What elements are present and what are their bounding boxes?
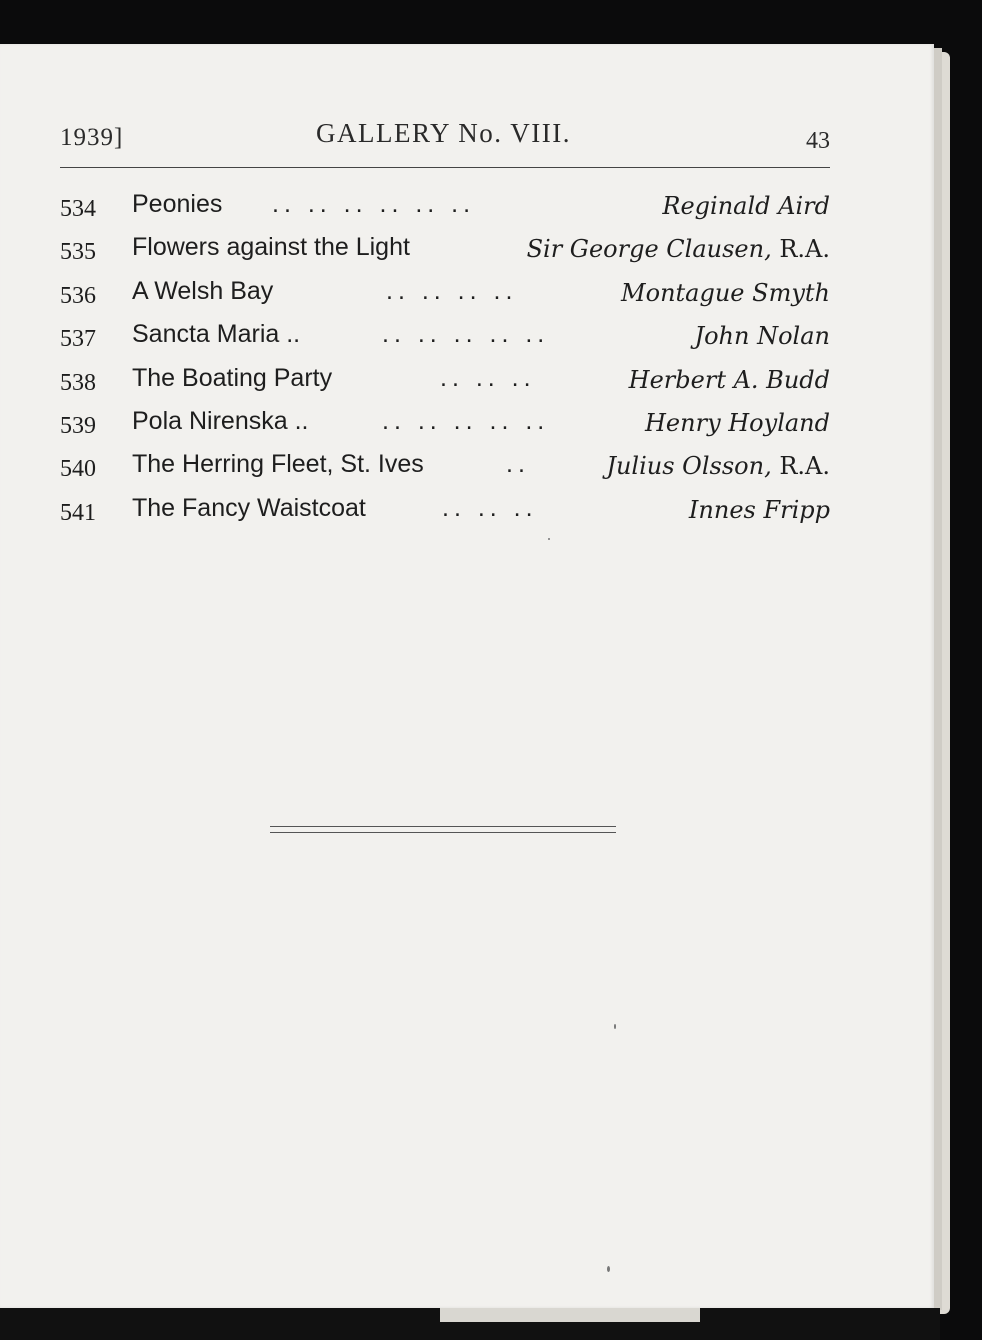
catalogue-entry <box>60 188 830 231</box>
artist-name: Sir George Clausen, <box>526 235 772 264</box>
artist-name: John Nolan <box>694 322 830 351</box>
header-rule <box>60 167 830 168</box>
entry-artist <box>621 279 830 307</box>
page-bottom-edge <box>440 1308 700 1322</box>
paper-speck <box>607 1266 610 1272</box>
entry-number: 536 <box>60 282 96 309</box>
entry-title: A Welsh Bay <box>132 276 274 305</box>
entry-artist <box>606 452 830 480</box>
entry-number: 537 <box>60 326 96 353</box>
header-year: 1939] <box>60 124 124 151</box>
artist-name: Reginald Aird <box>662 192 830 220</box>
entry-artist <box>645 409 830 437</box>
artist-name: Herbert A. Budd <box>628 365 830 394</box>
entry-title: Pola Nirenska .. <box>132 406 309 435</box>
entry-artist <box>689 496 830 524</box>
entry-title: Sancta Maria .. <box>132 320 301 349</box>
page-number: 43 <box>806 128 830 154</box>
artist-name: Montague Smyth <box>621 278 830 307</box>
leader-dots: .. .. .. .. .. <box>382 406 550 435</box>
end-double-rule <box>270 826 616 833</box>
entry-artist <box>527 235 830 263</box>
catalogue-entry <box>60 405 830 448</box>
entry-title: Flowers against the Light <box>132 233 410 262</box>
catalogue-entry <box>60 275 830 318</box>
catalogue-entry <box>60 492 830 535</box>
gallery-title: GALLERY No. VIII. <box>316 118 571 148</box>
leader-dots: .. .. .. .. .. <box>382 320 550 349</box>
leader-dots: .. .. .. .. .. .. <box>272 190 476 218</box>
entry-title: The Fancy Waistcoat <box>132 493 366 522</box>
artist-suffix: R.A. <box>771 452 830 481</box>
entry-number: 540 <box>60 456 96 483</box>
paper-speck <box>548 538 550 540</box>
entry-artist <box>629 366 830 394</box>
catalogue-entry <box>60 448 830 491</box>
entry-title: The Boating Party <box>132 363 333 392</box>
entry-title: The Herring Fleet, St. Ives <box>132 450 424 479</box>
entry-number: 538 <box>60 369 96 396</box>
entry-number: 534 <box>60 196 96 222</box>
artist-suffix: R.A. <box>771 235 830 264</box>
entry-title: Peonies <box>132 190 223 218</box>
leader-dots: .. .. .. .. <box>386 276 518 305</box>
artist-name: Julius Olsson, <box>606 452 772 481</box>
entry-number: 539 <box>60 412 96 439</box>
catalogue-list <box>60 188 830 535</box>
running-head <box>60 118 830 158</box>
entry-artist <box>694 322 830 350</box>
paper-speck <box>614 1024 616 1029</box>
entry-artist <box>662 192 830 220</box>
leader-dots: .. .. .. <box>442 493 538 522</box>
leader-dots: .. <box>506 450 530 479</box>
catalogue-entry <box>60 231 830 274</box>
entry-number: 535 <box>60 239 96 266</box>
entry-number: 541 <box>60 499 96 526</box>
catalogue-entry <box>60 318 830 361</box>
artist-name: Henry Hoyland <box>645 408 830 437</box>
leader-dots: .. .. .. <box>440 363 536 392</box>
catalogue-entry <box>60 362 830 405</box>
artist-name: Innes Fripp <box>688 495 830 524</box>
